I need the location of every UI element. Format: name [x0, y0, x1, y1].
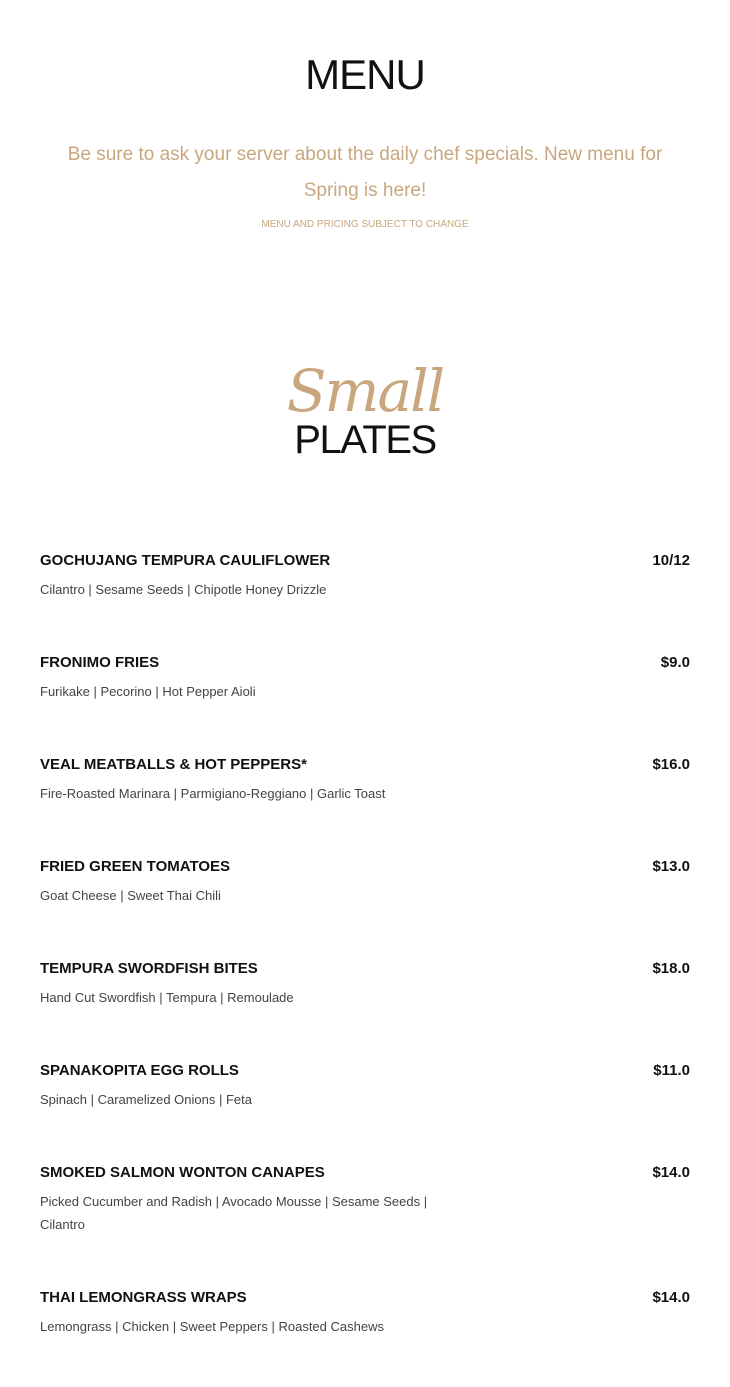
- menu-item: [40, 752, 690, 805]
- menu-item-name: THAI LEMONGRASS WRAPS: [40, 1289, 247, 1306]
- section-script-word: Small: [286, 357, 444, 425]
- menu-item-name: TEMPURA SWORDFISH BITES: [40, 960, 258, 977]
- menu-item-price: $14.0: [652, 1164, 690, 1181]
- menu-item-price: $11.0: [653, 1062, 690, 1079]
- menu-item-row: [40, 1285, 690, 1311]
- menu-item-list: [40, 548, 690, 1387]
- menu-item-name: SMOKED SALMON WONTON CANAPES: [40, 1164, 325, 1181]
- menu-item: [40, 956, 690, 1009]
- menu-item-name: SPANAKOPITA EGG ROLLS: [40, 1062, 239, 1079]
- menu-item: [40, 650, 690, 703]
- specials-notice: Be sure to ask your server about the daily chef specials. New menu for Spring is here!: [67, 144, 663, 201]
- menu-item-description: Lemongrass | Chicken | Sweet Peppers | Roasted Cashews: [40, 1319, 384, 1334]
- menu-item-row: [40, 1058, 690, 1084]
- menu-item: [40, 1160, 690, 1236]
- menu-item: [40, 1058, 690, 1111]
- menu-item: [40, 854, 690, 907]
- menu-item-row: [40, 752, 690, 778]
- menu-item-description: Picked Cucumber and Radish | Avocado Mousse | Sesame Seeds | Cilantro: [40, 1194, 428, 1232]
- pricing-disclaimer: MENU AND PRICING SUBJECT TO CHANGE: [261, 219, 469, 230]
- menu-item-row: [40, 1160, 690, 1186]
- menu-item-description: Furikake | Pecorino | Hot Pepper Aioli: [40, 684, 256, 699]
- menu-item-description: Goat Cheese | Sweet Thai Chili: [40, 888, 221, 903]
- menu-item-description: Spinach | Caramelized Onions | Feta: [40, 1092, 252, 1107]
- menu-title: MENU: [305, 51, 425, 98]
- menu-item-description: Hand Cut Swordfish | Tempura | Remoulade: [40, 990, 294, 1005]
- menu-item-name: GOCHUJANG TEMPURA CAULIFLOWER: [40, 552, 331, 569]
- menu-item-description: Cilantro | Sesame Seeds | Chipotle Honey Drizzle: [40, 582, 327, 597]
- menu-item: [40, 1285, 690, 1338]
- menu-item-row: [40, 650, 690, 676]
- menu-item-name: VEAL MEATBALLS & HOT PEPPERS*: [40, 756, 307, 773]
- menu-item-name: FRONIMO FRIES: [40, 654, 160, 671]
- menu-item-row: [40, 854, 690, 880]
- menu-item-price: $9.0: [660, 654, 690, 671]
- menu-item-price: $18.0: [652, 960, 690, 977]
- menu-item-price: $14.0: [652, 1289, 690, 1306]
- section-title: PLATES: [294, 418, 436, 462]
- menu-item-description: Fire-Roasted Marinara | Parmigiano-Reggiano | Garlic Toast: [40, 786, 386, 801]
- menu-item-row: [40, 548, 690, 574]
- section-heading: [265, 357, 465, 470]
- menu-item: [40, 548, 690, 601]
- menu-item-name: FRIED GREEN TOMATOES: [40, 858, 231, 875]
- menu-item-price: $13.0: [652, 858, 690, 875]
- menu-item-row: [40, 956, 690, 982]
- menu-item-price: $16.0: [652, 756, 690, 773]
- menu-item-price: 10/12: [652, 552, 690, 569]
